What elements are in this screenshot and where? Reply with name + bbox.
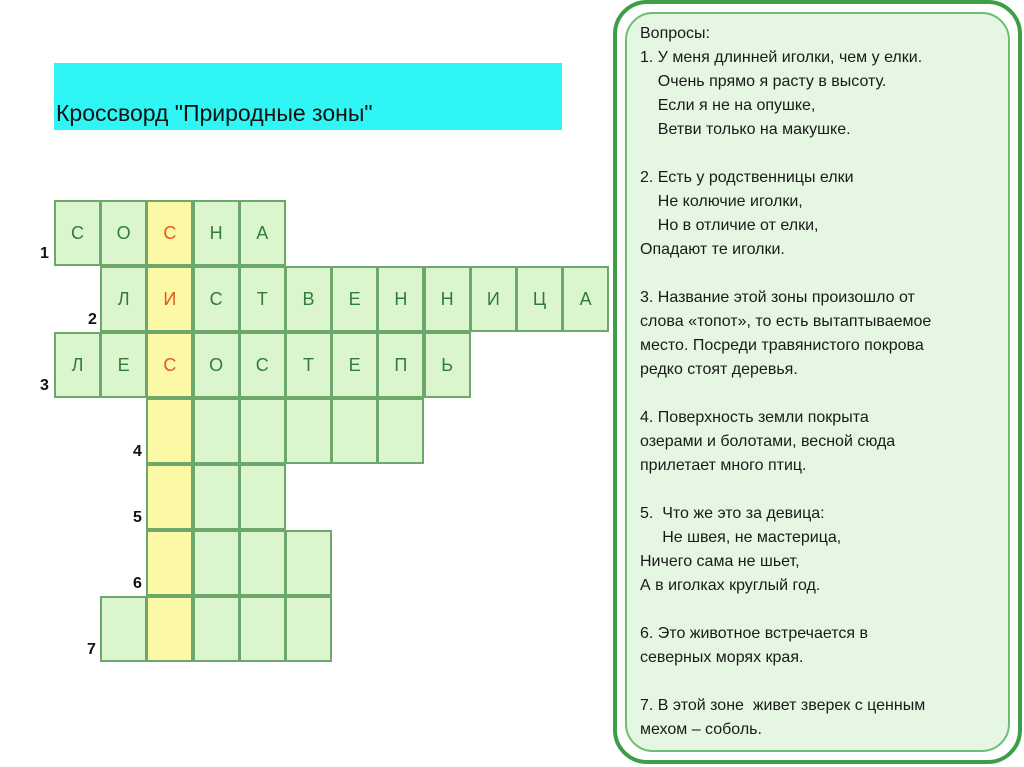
row-number: 6 xyxy=(133,575,142,592)
crossword-cell xyxy=(100,332,147,398)
crossword-cell xyxy=(285,596,332,662)
question-line xyxy=(640,262,1010,286)
crossword-cell xyxy=(54,200,101,266)
crossword-letter: С xyxy=(163,354,177,375)
question-line: озерами и болотами, весной сюда xyxy=(640,433,896,450)
row-number: 4 xyxy=(133,443,142,460)
crossword-cell xyxy=(331,266,378,332)
crossword-cell xyxy=(239,530,286,596)
crossword-cell xyxy=(239,332,286,398)
crossword-cell xyxy=(424,266,471,332)
crossword-letter: И xyxy=(163,288,177,309)
question-line: Ничего сама не шьет, xyxy=(640,553,800,570)
crossword-letter: Н xyxy=(209,222,223,243)
crossword-letter: С xyxy=(163,222,177,243)
question-line: 4. Поверхность земли покрыта xyxy=(640,409,869,426)
crossword-cell xyxy=(146,200,193,266)
crossword-cell xyxy=(193,464,240,530)
row-number: 1 xyxy=(40,245,49,262)
crossword-cell xyxy=(193,266,240,332)
question-line: северных морях края. xyxy=(640,649,804,666)
crossword-cell xyxy=(193,398,240,464)
crossword-letter: О xyxy=(209,354,224,375)
row-number: 2 xyxy=(88,311,97,328)
crossword-cell xyxy=(146,398,193,464)
question-line: Не швея, не мастерица, xyxy=(640,529,842,546)
crossword-letter: П xyxy=(394,354,408,375)
row-number: 3 xyxy=(40,377,49,394)
question-line: Очень прямо я расту в высоту. xyxy=(640,73,887,90)
crossword-cell xyxy=(239,398,286,464)
question-line xyxy=(640,478,1010,502)
question-line: А в иголках круглый год. xyxy=(640,577,821,594)
question-line: Опадают те иголки. xyxy=(640,241,785,258)
question-line xyxy=(640,670,1010,694)
question-line xyxy=(640,382,1010,406)
crossword-cell xyxy=(239,266,286,332)
crossword-letter: В xyxy=(302,288,315,309)
crossword-cell xyxy=(100,596,147,662)
question-line: Ветви только на макушке. xyxy=(640,121,851,138)
crossword-cell xyxy=(331,332,378,398)
crossword-cell xyxy=(54,332,101,398)
crossword-cell xyxy=(193,596,240,662)
question-line: 6. Это животное встречается в xyxy=(640,625,868,642)
crossword-cell xyxy=(285,332,332,398)
crossword-letter: Е xyxy=(348,354,361,375)
row-number: 5 xyxy=(133,509,142,526)
question-line: Если я не на опушке, xyxy=(640,97,816,114)
crossword-letter: Е xyxy=(348,288,361,309)
crossword-letter: С xyxy=(71,222,84,243)
row-number: 7 xyxy=(87,641,96,658)
crossword-cell xyxy=(424,332,471,398)
crossword-letter: С xyxy=(255,354,269,375)
crossword-cell xyxy=(146,332,193,398)
crossword-cell xyxy=(146,464,193,530)
question-line: Но в отличие от елки, xyxy=(640,217,819,234)
crossword-letter: Н xyxy=(394,288,408,309)
question-line: 2. Есть у родственницы елки xyxy=(640,169,854,186)
crossword-cell xyxy=(193,200,240,266)
crossword-cell xyxy=(377,266,424,332)
crossword-cell xyxy=(285,530,332,596)
crossword-letter: А xyxy=(256,222,269,243)
crossword-cell xyxy=(193,530,240,596)
questions-text xyxy=(640,22,1010,742)
crossword-cell xyxy=(146,596,193,662)
question-line: 1. У меня длинней иголки, чем у елки. xyxy=(640,49,923,66)
crossword-cell xyxy=(100,266,147,332)
crossword-letter: Н xyxy=(440,288,454,309)
crossword-cell xyxy=(285,266,332,332)
crossword-cell xyxy=(146,530,193,596)
question-line: мехом – соболь. xyxy=(640,721,762,738)
question-line: Не колючие иголки, xyxy=(640,193,803,210)
crossword-cell xyxy=(516,266,563,332)
question-line: место. Посреди травянистого покрова xyxy=(640,337,924,354)
crossword-cell xyxy=(239,464,286,530)
crossword-letter: Е xyxy=(117,354,130,375)
crossword-cell xyxy=(239,200,286,266)
crossword-cell xyxy=(331,398,378,464)
crossword-cell xyxy=(562,266,609,332)
crossword-cell xyxy=(377,398,424,464)
crossword-cell xyxy=(377,332,424,398)
question-line: слова «топот», то есть вытаптываемое xyxy=(640,313,932,330)
crossword-letter: Л xyxy=(117,288,130,309)
crossword-cell xyxy=(100,200,147,266)
crossword-cell xyxy=(285,398,332,464)
crossword-letter: Т xyxy=(303,354,314,375)
crossword-cell xyxy=(470,266,517,332)
question-line: прилетает много птиц. xyxy=(640,457,807,474)
question-line: 5. Что же это за девица: xyxy=(640,505,825,522)
crossword-cell xyxy=(239,596,286,662)
crossword-letter: Л xyxy=(71,354,84,375)
crossword-letter: И xyxy=(486,288,500,309)
question-line: редко стоят деревья. xyxy=(640,361,798,378)
page-title: Кроссворд "Природные зоны" xyxy=(56,100,373,126)
question-line: 3. Название этой зоны произошло от xyxy=(640,289,915,306)
question-line xyxy=(640,142,1010,166)
crossword-letter: С xyxy=(209,288,223,309)
crossword-letter: А xyxy=(579,288,592,309)
crossword-cell xyxy=(146,266,193,332)
question-line: 7. В этой зоне живет зверек с ценным xyxy=(640,697,926,714)
crossword-letter: Т xyxy=(256,288,268,309)
question-line xyxy=(640,598,1010,622)
crossword-cell xyxy=(193,332,240,398)
crossword-letter: Ь xyxy=(441,354,453,375)
questions-heading: Вопросы: xyxy=(640,25,710,42)
crossword-letter: Ц xyxy=(532,288,547,309)
crossword-letter: О xyxy=(116,222,131,243)
